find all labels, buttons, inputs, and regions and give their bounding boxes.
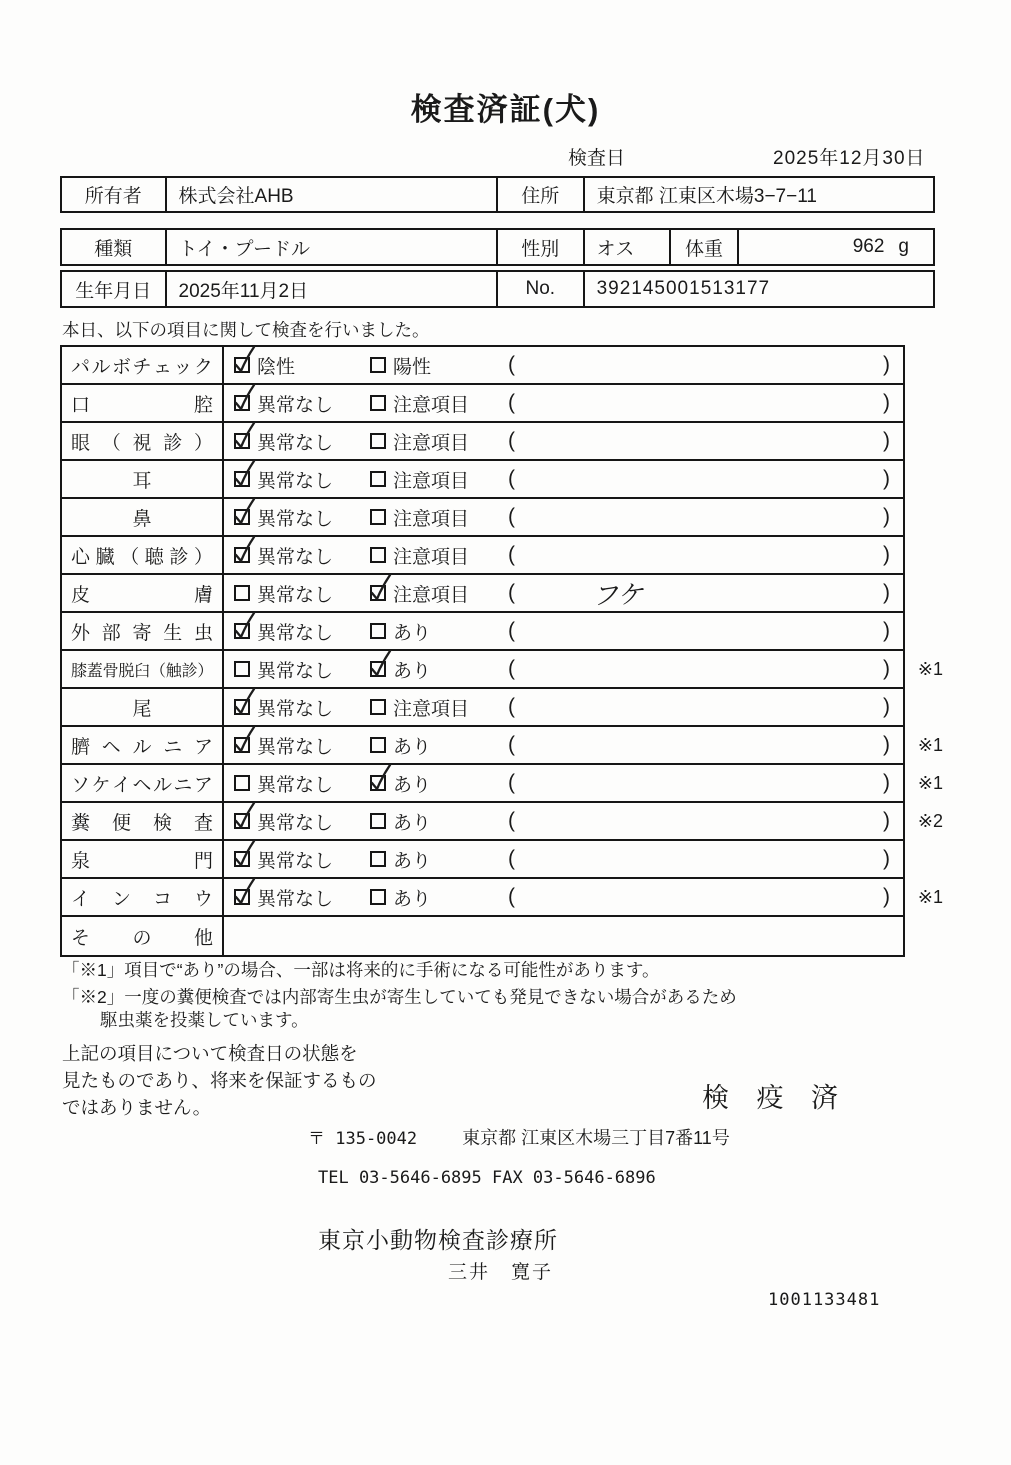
item-result [224, 727, 903, 763]
item-name: 外 部 寄 生 虫 [62, 613, 224, 649]
checkbox-unchecked[interactable] [370, 699, 386, 715]
checkbox-checked[interactable] [370, 585, 386, 601]
result-option [234, 808, 370, 835]
weight-label: 体重 [671, 230, 739, 264]
clinic-address-line [308, 1124, 730, 1150]
checkbox-checked[interactable] [234, 737, 250, 753]
checkbox-checked[interactable] [370, 661, 386, 677]
inspection-row [62, 537, 903, 575]
paren-close: ) [883, 543, 890, 566]
checkbox-checked[interactable] [234, 433, 250, 449]
address-value: 東京都 江東区木場3−7−11 [596, 186, 817, 207]
item-result [224, 461, 903, 497]
inspection-row [62, 803, 943, 841]
inspection-row [62, 879, 943, 917]
paren-close: ) [883, 733, 890, 756]
owner-table [60, 176, 935, 213]
inspection-date-label: 検査日 [568, 148, 626, 169]
disclaimer-line-3: ではありません。 [62, 1097, 212, 1118]
address-label: 住所 [498, 178, 585, 211]
checkbox-checked[interactable] [234, 851, 250, 867]
no-label: No. [498, 272, 585, 306]
option-label: 陽性 [393, 356, 432, 378]
result-option [234, 390, 370, 417]
clinic-name: 東京小動物検査診療所 [318, 1227, 558, 1253]
sex-label: 性別 [498, 230, 585, 264]
item-result [224, 917, 903, 955]
disclaimer-text [62, 1040, 377, 1121]
footnote-mark: ※1 [917, 659, 943, 679]
result-option [370, 580, 500, 607]
inspection-row [62, 651, 943, 689]
paren-open: ( [508, 467, 515, 490]
result-option [234, 618, 370, 645]
footnote-1: 「※1」項目で“あり”の場合、一部は将来的に手術になる可能性があります。 [62, 960, 660, 980]
result-option [370, 542, 500, 569]
weight-unit: g [898, 236, 909, 257]
option-label: 異常なし [257, 508, 334, 530]
footnote-mark: ※1 [917, 735, 943, 755]
weight-value: 962 [852, 236, 885, 257]
checkbox-checked[interactable] [234, 471, 250, 487]
checkbox-unchecked[interactable] [370, 737, 386, 753]
item-name: ソ ケ イ ヘ ル ニ ア [62, 765, 224, 801]
paren-close: ) [883, 353, 890, 376]
result-option [234, 542, 370, 569]
checkbox-unchecked[interactable] [370, 357, 386, 373]
result-option [370, 504, 500, 531]
inspection-row [62, 689, 903, 727]
result-option [234, 770, 370, 797]
option-label: 異常なし [257, 850, 334, 872]
option-label: 異常なし [257, 660, 334, 682]
paren-close: ) [883, 391, 890, 414]
footnote-2: 「※2」一度の糞便検査では内部寄生虫が寄生していても発見できない場合があるため [62, 987, 737, 1007]
checkbox-unchecked[interactable] [370, 433, 386, 449]
option-label: 異常なし [257, 736, 334, 758]
paren-close: ) [883, 619, 890, 642]
inspection-row [62, 461, 903, 499]
inspection-row [62, 575, 903, 613]
item-name: 心 臓 （ 聴 診 ） [62, 537, 224, 573]
item-result [224, 841, 903, 877]
result-option [370, 884, 500, 911]
checkbox-unchecked[interactable] [234, 775, 250, 791]
clinic-address: 東京都 江東区木場三丁目7番11号 [462, 1128, 730, 1148]
checkbox-checked[interactable] [370, 775, 386, 791]
paren-open: ( [508, 847, 515, 870]
birthdate-value: 2025年11月2日 [167, 272, 498, 306]
checkbox-unchecked[interactable] [370, 471, 386, 487]
option-label: あり [393, 736, 432, 758]
item-result [224, 613, 903, 649]
paren-open: ( [508, 619, 515, 642]
item-name: 皮 膚 [62, 575, 224, 611]
item-name: 眼 （ 視 診 ） [62, 423, 224, 459]
sex-value: オス [585, 230, 672, 264]
result-option [370, 808, 500, 835]
result-option [370, 694, 500, 721]
option-label: 異常なし [257, 622, 334, 644]
inspection-date-value: 2025年12月30日 [773, 148, 926, 169]
option-label: あり [393, 812, 432, 834]
result-option [234, 428, 370, 455]
option-label: 陰性 [257, 356, 296, 378]
checkbox-unchecked[interactable] [370, 623, 386, 639]
checkbox-checked[interactable] [234, 889, 250, 905]
result-option [370, 618, 500, 645]
result-option [370, 732, 500, 759]
inspection-row [62, 613, 903, 651]
checkbox-checked[interactable] [234, 623, 250, 639]
paren-open: ( [508, 581, 515, 604]
checkbox-checked[interactable] [234, 357, 250, 373]
paren-open: ( [508, 429, 515, 452]
paren-close: ) [883, 771, 890, 794]
serial-number: 1001133481 [768, 1290, 881, 1310]
item-name: 口 腔 [62, 385, 224, 421]
checkbox-unchecked[interactable] [370, 851, 386, 867]
checkbox-unchecked[interactable] [370, 813, 386, 829]
footnote-3: 駆虫薬を投薬しています。 [100, 1010, 309, 1030]
checkbox-unchecked[interactable] [370, 395, 386, 411]
checkbox-unchecked[interactable] [234, 661, 250, 677]
option-label: あり [393, 622, 432, 644]
result-option [370, 352, 500, 379]
item-result [224, 423, 903, 459]
inspection-row [62, 765, 943, 803]
paren-close: ) [883, 695, 890, 718]
option-label: 注意項目 [393, 394, 470, 416]
inspection-row [62, 917, 903, 955]
checkbox-checked[interactable] [234, 813, 250, 829]
option-label: あり [393, 888, 432, 910]
birthdate-label: 生年月日 [62, 272, 167, 306]
option-label: 異常なし [257, 812, 334, 834]
weight-value-cell [739, 230, 933, 264]
paren-open: ( [508, 809, 515, 832]
paren-open: ( [508, 543, 515, 566]
paren-open: ( [508, 733, 515, 756]
breed-value: トイ・プードル [167, 230, 498, 264]
inspection-row [62, 727, 943, 765]
item-result [224, 689, 903, 725]
option-label: 異常なし [257, 546, 334, 568]
birthdate-table [60, 270, 935, 308]
item-result [224, 575, 903, 611]
option-label: 注意項目 [393, 508, 470, 530]
pet-info-table [60, 228, 935, 266]
checkbox-checked[interactable] [234, 547, 250, 563]
option-label: 異常なし [257, 888, 334, 910]
paren-open: ( [508, 695, 515, 718]
item-name: 糞 便 検 査 [62, 803, 224, 839]
item-result [224, 537, 903, 573]
item-name: 尾 [62, 689, 224, 725]
option-label: 異常なし [257, 774, 334, 796]
paren-close: ) [883, 847, 890, 870]
item-name: イ ン コ ウ [62, 879, 224, 915]
item-name: 耳 [62, 461, 224, 497]
option-label: 異常なし [257, 432, 334, 454]
inspection-row [62, 385, 903, 423]
item-result [224, 651, 903, 687]
handwritten-note: フケ [591, 580, 644, 612]
paren-open: ( [508, 353, 515, 376]
result-option [370, 390, 500, 417]
checkbox-checked[interactable] [234, 699, 250, 715]
option-label: あり [393, 660, 432, 682]
result-option [370, 846, 500, 873]
postal-code: 〒 135-0042 [308, 1129, 418, 1149]
inspection-row [62, 499, 903, 537]
footnote-mark: ※1 [917, 887, 943, 907]
inspection-row [62, 423, 903, 461]
paren-close: ) [883, 505, 890, 528]
paren-close: ) [883, 809, 890, 832]
veterinarian-name: 三井 寛子 [448, 1262, 554, 1283]
result-option [370, 656, 500, 683]
option-label: 注意項目 [393, 546, 470, 568]
option-label: あり [393, 774, 432, 796]
item-name: パ ル ボ チ ェ ッ ク [62, 347, 224, 383]
footnote-mark: ※2 [917, 811, 943, 831]
disclaimer-line-2: 見たものであり、将来を保証するもの [62, 1070, 377, 1091]
checkbox-unchecked[interactable] [370, 889, 386, 905]
item-name: そ の 他 [62, 917, 224, 955]
certificate-title: 検査済証(犬) [410, 92, 601, 127]
tel-fax-line: TEL 03-5646-6895 FAX 03-5646-6896 [318, 1168, 656, 1188]
paren-open: ( [508, 657, 515, 680]
option-label: 注意項目 [393, 698, 470, 720]
paren-close: ) [883, 657, 890, 680]
result-option [370, 466, 500, 493]
breed-label: 種類 [62, 230, 167, 264]
result-option [234, 466, 370, 493]
item-name: 泉 門 [62, 841, 224, 877]
paren-close: ) [883, 885, 890, 908]
option-label: あり [393, 850, 432, 872]
result-option [234, 694, 370, 721]
item-result [224, 879, 903, 915]
item-name: 臍 ヘ ル ニ ア [62, 727, 224, 763]
owner-label: 所有者 [62, 178, 167, 211]
result-option [234, 504, 370, 531]
disclaimer-line-1: 上記の項目について検査日の状態を [62, 1043, 358, 1064]
paren-close: ) [883, 429, 890, 452]
item-result [224, 385, 903, 421]
paren-close: ) [883, 467, 890, 490]
option-label: 注意項目 [393, 584, 470, 606]
checkbox-unchecked[interactable] [370, 509, 386, 525]
result-option [234, 884, 370, 911]
no-value: 392145001513177 [596, 278, 771, 299]
result-option [234, 656, 370, 683]
result-option [234, 846, 370, 873]
inspection-row [62, 347, 903, 385]
paren-open: ( [508, 771, 515, 794]
option-label: 異常なし [257, 698, 334, 720]
paren-close: ) [883, 581, 890, 604]
owner-value: 株式会社AHB [167, 178, 498, 211]
result-option [234, 732, 370, 759]
option-label: 異常なし [257, 470, 334, 492]
result-option [370, 770, 500, 797]
result-option [370, 428, 500, 455]
checkbox-checked[interactable] [234, 395, 250, 411]
result-option [234, 352, 370, 379]
inspection-table [60, 345, 943, 957]
paren-open: ( [508, 505, 515, 528]
intro-text: 本日、以下の項目に関して検査を行いました。 [62, 320, 430, 340]
item-result [224, 499, 903, 535]
paren-open: ( [508, 885, 515, 908]
item-name: 膝 蓋 骨 脱 臼 （ 触 診 ） [62, 651, 224, 687]
quarantine-stamp: 検 疫 済 [702, 1083, 849, 1113]
checkbox-checked[interactable] [234, 509, 250, 525]
option-label: 異常なし [257, 394, 334, 416]
item-result [224, 347, 903, 383]
item-name: 鼻 [62, 499, 224, 535]
checkbox-unchecked[interactable] [370, 547, 386, 563]
item-result [224, 765, 903, 801]
option-label: 異常なし [257, 584, 334, 606]
paren-open: ( [508, 391, 515, 414]
checkbox-unchecked[interactable] [234, 585, 250, 601]
inspection-row [62, 841, 903, 879]
footnote-mark: ※1 [917, 773, 943, 793]
option-label: 注意項目 [393, 432, 470, 454]
option-label: 注意項目 [393, 470, 470, 492]
item-result [224, 803, 903, 839]
result-option [234, 580, 370, 607]
